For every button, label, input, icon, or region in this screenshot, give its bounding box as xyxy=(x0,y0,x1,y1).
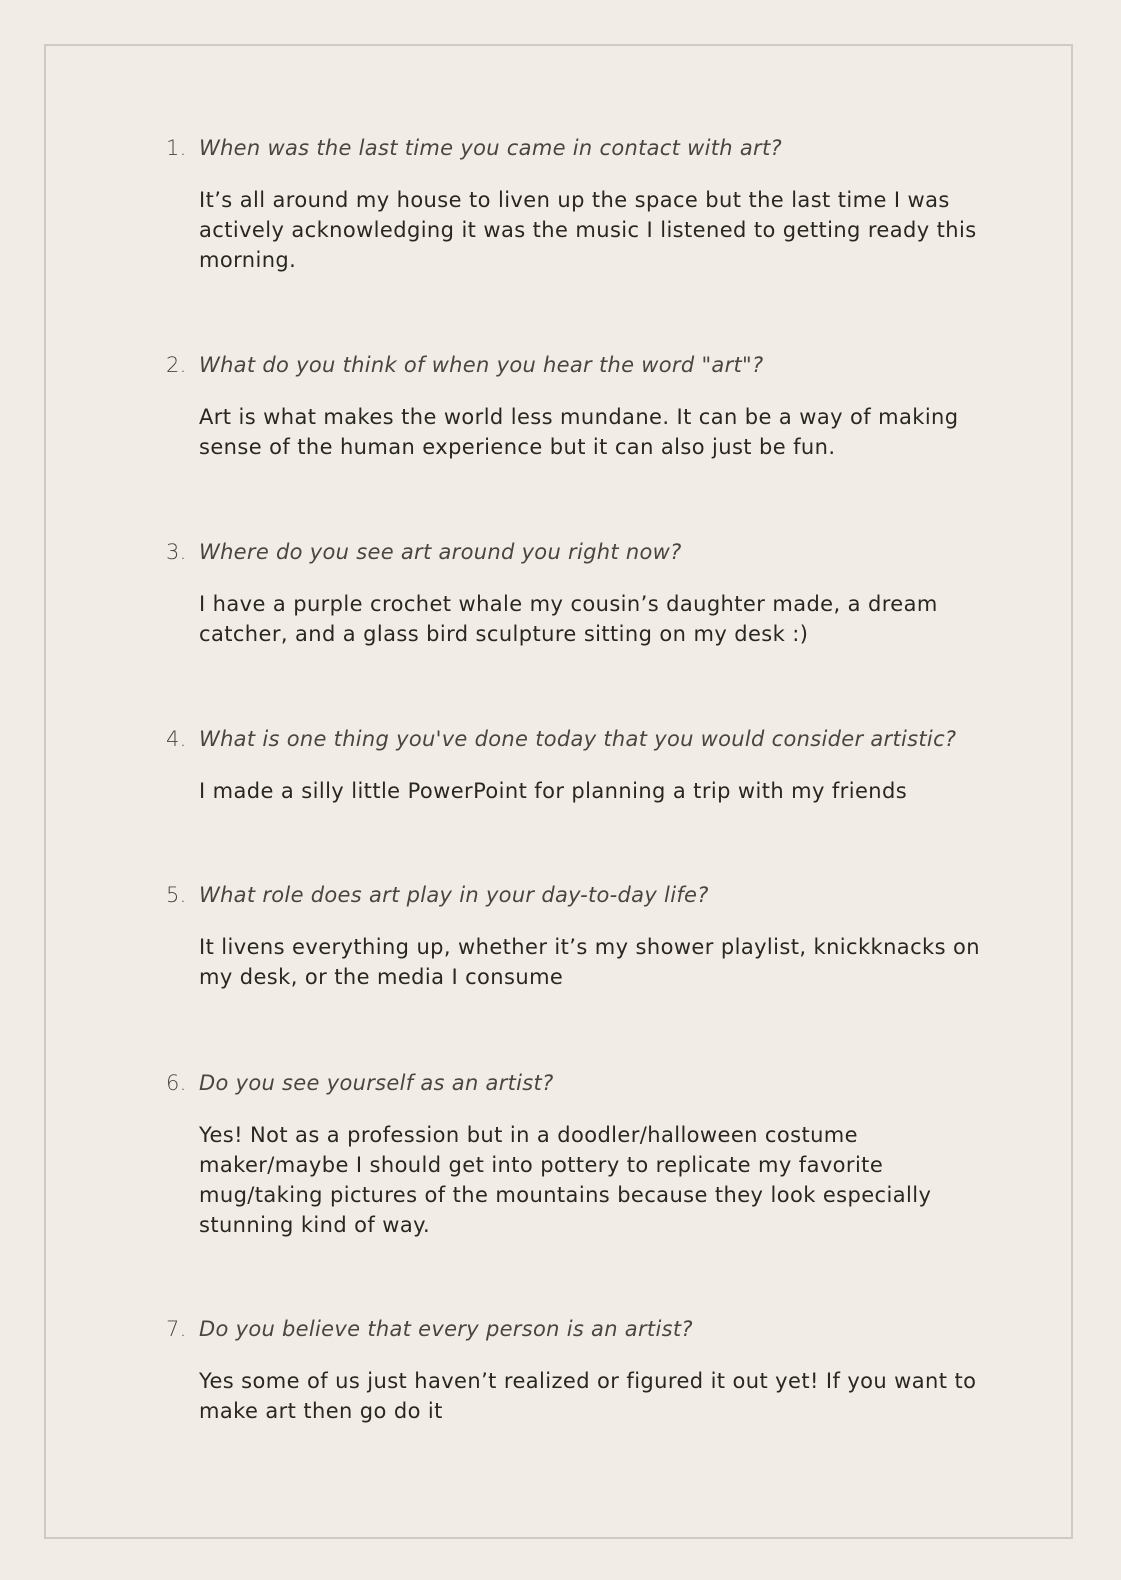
question xyxy=(166,724,996,754)
question-number: 5 . xyxy=(166,880,199,910)
question xyxy=(166,350,996,380)
answer-text: It livens everything up, whether it’s my shower playlist, knickknacks on my desk, or the media I consume xyxy=(199,935,980,989)
question-number: 4 . xyxy=(166,724,199,754)
qa-item-4 xyxy=(166,724,996,806)
qa-item-2 xyxy=(166,350,996,462)
question xyxy=(166,133,996,163)
question-text: Do you see yourself as an artist? xyxy=(199,1071,554,1095)
qa-item-7 xyxy=(166,1314,996,1426)
qa-item-6 xyxy=(166,1068,996,1240)
answer-text: Yes! Not as a profession but in a doodler/halloween costume maker/maybe I should get into pottery to replicate my favorite mug/taking pictures of the mountains because they look especially stunning kind of way. xyxy=(199,1123,932,1237)
question-number: 7 . xyxy=(166,1314,199,1344)
qa-item-1 xyxy=(166,133,996,275)
question-text: What do you think of when you hear the word "art"? xyxy=(199,353,764,377)
question-number: 2 . xyxy=(166,350,199,380)
answer-text: Yes some of us just haven’t realized or figured it out yet! If you want to make art then go do it xyxy=(199,1369,977,1423)
qa-item-5 xyxy=(166,880,996,992)
question xyxy=(166,1068,996,1098)
answer-text: It’s all around my house to liven up the space but the last time I was actively acknowledging it was the music I listened to getting ready this morning. xyxy=(199,188,977,272)
question-number: 1 . xyxy=(166,133,199,163)
qa-item-3 xyxy=(166,537,996,649)
answer-text: Art is what makes the world less mundane. It can be a way of making sense of the human experience but it can also just be fun. xyxy=(199,405,959,459)
question-number: 6 . xyxy=(166,1068,199,1098)
question xyxy=(166,880,996,910)
question-text: What role does art play in your day-to-day life? xyxy=(199,883,709,907)
answer-text: I have a purple crochet whale my cousin’s daughter made, a dream catcher, and a glass bird sculpture sitting on my desk :) xyxy=(199,592,938,646)
question xyxy=(166,1314,996,1344)
question-number: 3 . xyxy=(166,537,199,567)
question-text: What is one thing you've done today that you would consider artistic? xyxy=(199,727,957,751)
question-text: Where do you see art around you right now? xyxy=(199,540,682,564)
answer-text: I made a silly little PowerPoint for planning a trip with my friends xyxy=(199,779,908,803)
question-text: Do you believe that every person is an artist? xyxy=(199,1317,693,1341)
question xyxy=(166,537,996,567)
question-text: When was the last time you came in contact with art? xyxy=(199,136,782,160)
